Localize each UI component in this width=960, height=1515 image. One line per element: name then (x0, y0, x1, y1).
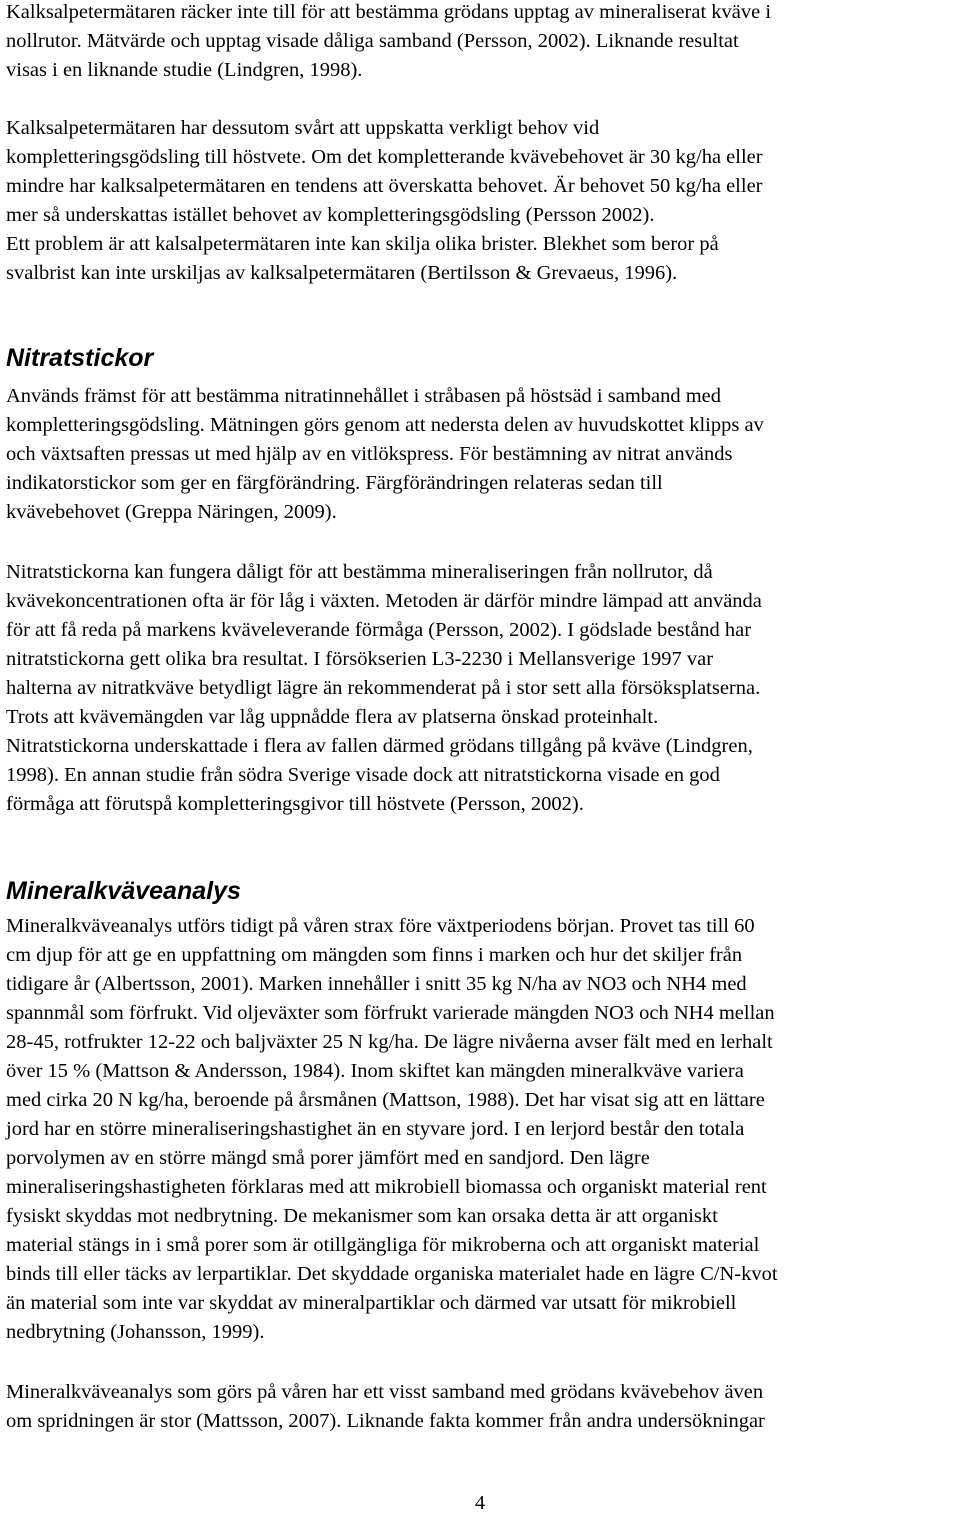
text-line: 1998). En annan studie från södra Sverige visade dock att nitratstickorna visade en god (6, 764, 720, 786)
text-line: kompletteringsgödsling. Mätningen görs genom att nedersta delen av huvudskottet klipps av (6, 414, 764, 436)
text-line: nedbrytning (Johansson, 1999). (6, 1321, 265, 1343)
text-line: fysiskt skyddas mot nedbrytning. De mekanismer som kan orsaka detta är att organiskt (6, 1205, 718, 1227)
text-line: Nitratstickorna underskattade i flera av fallen därmed grödans tillgång på kväve (Lindgren, (6, 735, 753, 757)
text-line: för att få reda på markens kväveleverande förmåga (Persson, 2002). I gödslade bestånd har (6, 619, 752, 641)
text-line: förmåga att förutspå kompletteringsgivor till höstvete (Persson, 2002). (6, 793, 584, 815)
text-line: indikatorstickor som ger en färgförändring. Färgförändringen relateras sedan till (6, 472, 663, 494)
paragraph-3 (6, 382, 960, 527)
section-heading-mineralkvaveanalys: Mineralkväveanalys (6, 877, 241, 905)
text-line: porvolymen av en större mängd små porer jämfört med en sandjord. Den lägre (6, 1147, 650, 1169)
text-line: kvävekoncentrationen ofta är för låg i växten. Metoden är därför mindre lämpad att använda (6, 590, 762, 612)
text-line: med cirka 20 N kg/ha, beroende på årsmånen (Mattson, 1988). Det har visat sig att en lättare (6, 1089, 765, 1111)
text-line: visas i en liknande studie (Lindgren, 1998). (6, 59, 363, 81)
text-line: kvävebehovet (Greppa Näringen, 2009). (6, 501, 337, 523)
text-line: tidigare år (Albertsson, 2001). Marken innehåller i snitt 35 kg N/ha av NO3 och NH4 med (6, 973, 747, 995)
section-heading-nitratstickor: Nitratstickor (6, 344, 154, 372)
text-line: kompletteringsgödsling till höstvete. Om det kompletterande kvävebehovet är 30 kg/ha eller (6, 146, 763, 168)
text-line: material stängs in i små porer som är otillgängliga för mikroberna och att organiskt material (6, 1234, 760, 1256)
page-number: 4 (475, 1492, 485, 1514)
text-line: Trots att kvävemängden var låg uppnådde flera av platserna önskad proteinhalt. (6, 706, 659, 728)
text-line: jord har en större mineraliseringshastighet än en styvare jord. I en lerjord består den totala (6, 1118, 745, 1140)
text-line: Används främst för att bestämma nitratinnehållet i stråbasen på höstsäd i samband med (6, 385, 722, 407)
text-line: mindre har kalksalpetermätaren en tendens att överskatta behovet. Är behovet 50 kg/ha eller (6, 175, 763, 197)
text-line: om spridningen är stor (Mattsson, 2007). Liknande fakta kommer från andra undersökningar (6, 1410, 765, 1432)
text-line: mineraliseringshastigheten förklaras med att mikrobiell biomassa och organiskt material rent (6, 1176, 767, 1198)
text-line: spannmål som förfrukt. Vid oljeväxter som förfrukt varierade mängden NO3 och NH4 mellan (6, 1002, 775, 1024)
text-line: svalbrist kan inte urskiljas av kalksalpetermätaren (Bertilsson & Grevaeus, 1996). (6, 262, 678, 284)
text-line: Kalksalpetermätaren har dessutom svårt att uppskatta verkligt behov vid (6, 117, 600, 139)
paragraph-2 (6, 114, 960, 288)
text-line: Mineralkväveanalys som görs på våren har ett visst samband med grödans kvävebehov även (6, 1381, 764, 1403)
text-line: nollrutor. Mätvärde och upptag visade dåliga samband (Persson, 2002). Liknande resultat (6, 30, 739, 52)
text-line: Kalksalpetermätaren räcker inte till för att bestämma grödans upptag av mineraliserat kväve i (6, 1, 772, 23)
text-line: och växtsaften pressas ut med hjälp av en vitlökspress. För bestämning av nitrat används (6, 443, 733, 465)
text-line: Ett problem är att kalsalpetermätaren inte kan skilja olika brister. Blekhet som beror på (6, 233, 719, 255)
text-line: Nitratstickorna kan fungera dåligt för att bestämma mineraliseringen från nollrutor, då (6, 561, 713, 583)
text-line: cm djup för att ge en uppfattning om mängden som finns i marken och hur det skiljer från (6, 944, 743, 966)
paragraph-1 (6, 0, 960, 85)
text-line: 28-45, rotfrukter 12-22 och baljväxter 25 N kg/ha. De lägre nivåerna avser fält med en lerhalt (6, 1031, 773, 1053)
text-line: binds till eller täcks av lerpartiklar. Det skyddade organiska materialet hade en lägre C/N-kvot (6, 1263, 778, 1285)
text-line: över 15 % (Mattson & Andersson, 1984). Inom skiftet kan mängden mineralkväve variera (6, 1060, 744, 1082)
text-line: Mineralkväveanalys utförs tidigt på våren strax före växtperiodens början. Provet tas till 60 (6, 915, 755, 937)
text-line: halterna av nitratkväve betydligt lägre än rekommenderat på i stor sett alla försöksplatserna. (6, 677, 761, 699)
paragraph-6 (6, 1378, 960, 1436)
paragraph-5 (6, 912, 960, 1347)
paragraph-4 (6, 558, 960, 819)
text-line: nitratstickorna gett olika bra resultat. I försökserien L3-2230 i Mellansverige 1997 var (6, 648, 714, 670)
text-line: mer så underskattas istället behovet av kompletteringsgödsling (Persson 2002). (6, 204, 655, 226)
text-line: än material som inte var skyddat av mineralpartiklar och därmed var utsatt för mikrobiell (6, 1292, 737, 1314)
